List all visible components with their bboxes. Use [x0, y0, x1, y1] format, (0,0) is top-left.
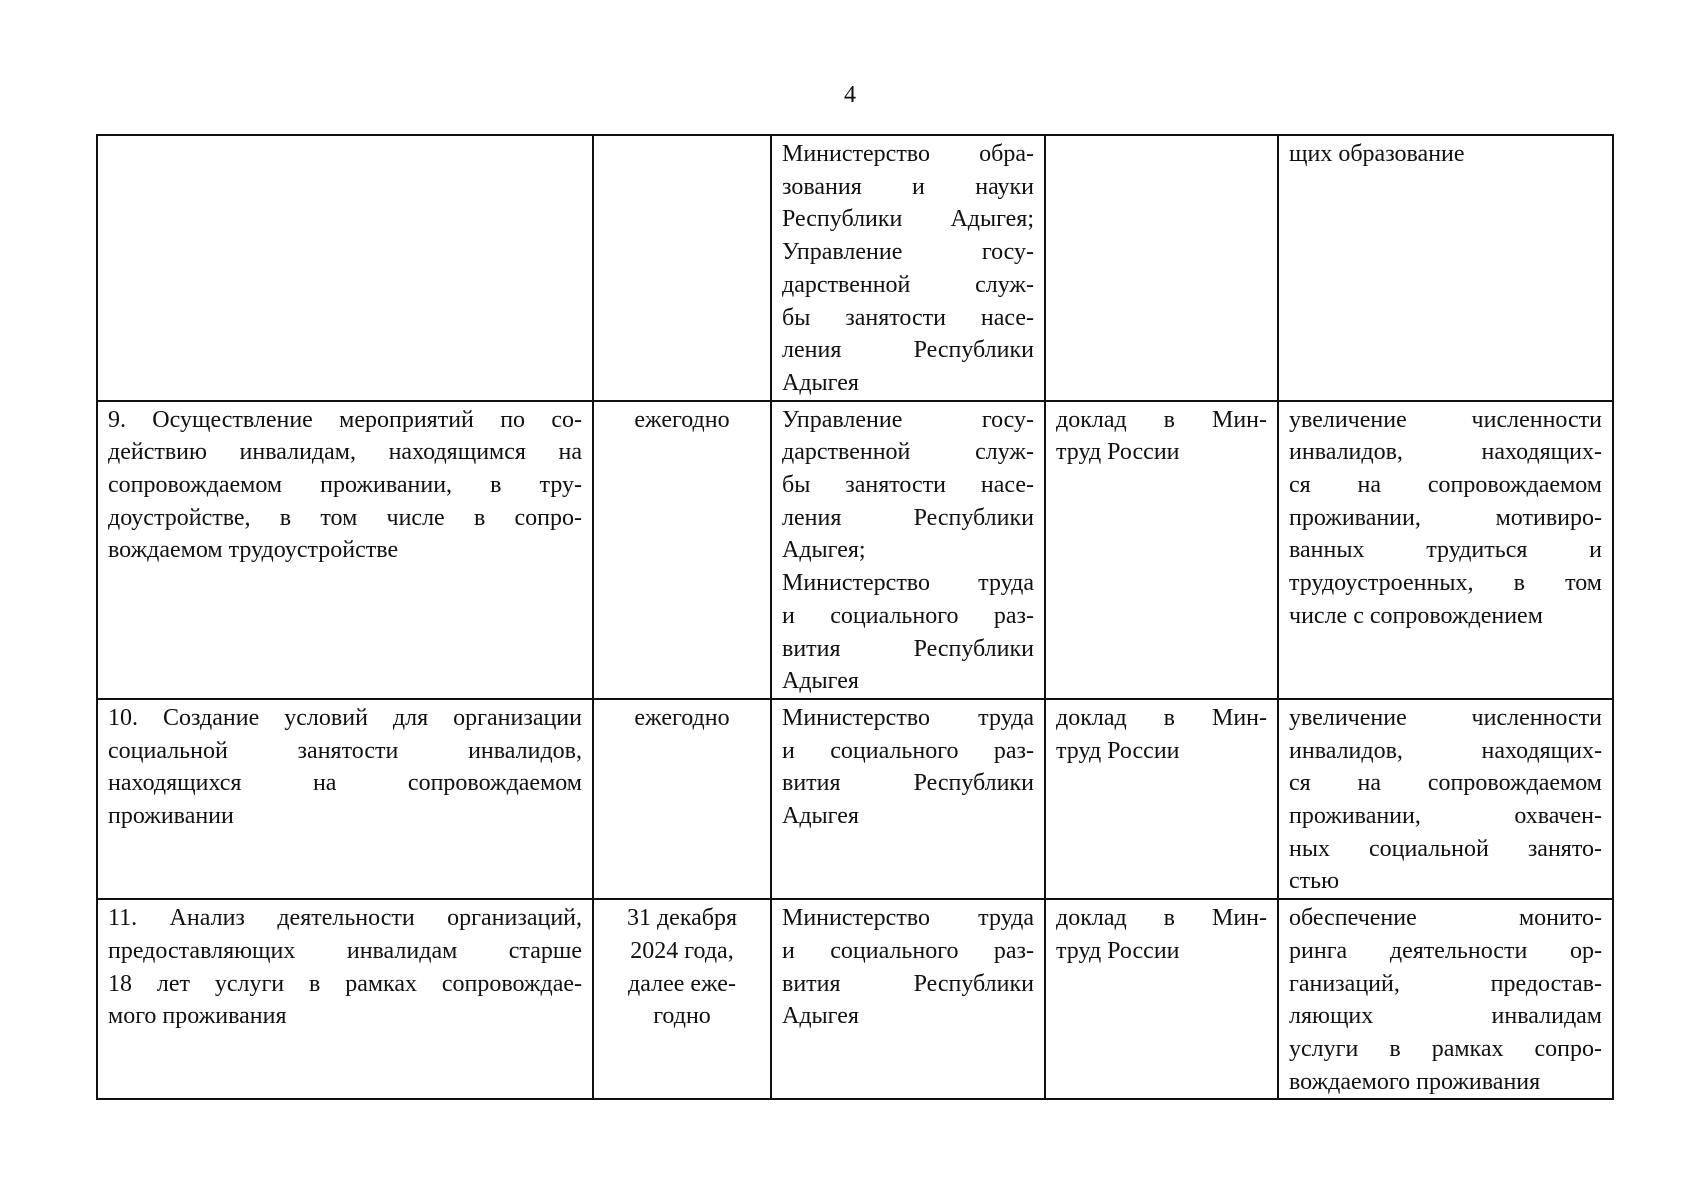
- cell-text-line: инвалидов, находящих-: [1289, 737, 1602, 764]
- cell-text-line: действию инвалидам, находящимся на: [108, 439, 582, 466]
- cell-text-line: обеспечение монито-: [1289, 905, 1602, 932]
- cell-text-line: Адыгея;: [782, 537, 866, 564]
- cell-text-line: годно: [653, 1003, 711, 1030]
- term-cell: [593, 699, 771, 899]
- cell-text-line: Управление госу-: [782, 406, 1034, 433]
- table-row: [97, 699, 1613, 899]
- cell-text-line: и социального раз-: [782, 937, 1034, 964]
- executors-cell: [771, 699, 1045, 899]
- cell-text-line: Адыгея: [782, 1003, 859, 1030]
- cell-text-line: вождаемого проживания: [1289, 1068, 1541, 1095]
- cell-text-line: труд России: [1056, 737, 1180, 764]
- cell-text-line: увеличение численности: [1289, 406, 1602, 433]
- cell-text-line: ных социальной занято-: [1289, 835, 1602, 862]
- event-cell: [97, 899, 593, 1099]
- cell-text-line: находящихся на сопровождаемом: [108, 770, 582, 797]
- event-cell: [97, 401, 593, 699]
- cell-text-line: проживании, охвачен-: [1289, 803, 1602, 830]
- cell-text-line: вития Республики: [782, 635, 1034, 662]
- cell-text-line: Министерство труда: [782, 905, 1034, 932]
- cell-text-line: Адыгея: [782, 369, 859, 396]
- cell-text-line: стью: [1289, 868, 1340, 895]
- event-cell: [97, 699, 593, 899]
- executors-cell: [771, 899, 1045, 1099]
- cell-text-line: ежегодно: [634, 704, 730, 731]
- cell-text-line: ся на сопровождаемом: [1289, 770, 1602, 797]
- cell-text-line: Адыгея: [782, 668, 859, 695]
- cell-text-line: вития Республики: [782, 970, 1034, 997]
- term-cell: [593, 135, 771, 401]
- report-cell: [1045, 699, 1278, 899]
- cell-text-line: проживании: [108, 803, 234, 830]
- cell-text-line: вития Республики: [782, 770, 1034, 797]
- cell-text-line: проживании, мотивиро-: [1289, 504, 1602, 531]
- term-cell: [593, 899, 771, 1099]
- cell-text-line: доустройстве, в том числе в сопро-: [108, 504, 582, 531]
- plan-table: [96, 134, 1614, 1100]
- cell-text-line: дарственной служ-: [782, 271, 1034, 298]
- cell-text-line: труд России: [1056, 439, 1180, 466]
- cell-text-line: ганизаций, предостав-: [1289, 970, 1602, 997]
- cell-text-line: сопровождаемом проживании, в тру-: [108, 472, 582, 499]
- cell-text-line: ринга деятельности ор-: [1289, 937, 1602, 964]
- cell-text-line: доклад в Мин-: [1056, 704, 1267, 731]
- cell-text-line: бы занятости насе-: [782, 472, 1034, 499]
- result-cell: [1278, 899, 1613, 1099]
- cell-text-line: ляющих инвалидам: [1289, 1003, 1602, 1030]
- cell-text-line: Министерство труда: [782, 570, 1034, 597]
- cell-text-line: 31 декабря: [626, 905, 738, 932]
- cell-text-line: инвалидов, находящих-: [1289, 439, 1602, 466]
- cell-text-line: 18 лет услуги в рамках сопровождае-: [108, 970, 582, 997]
- cell-text-line: Адыгея: [782, 803, 859, 830]
- page-number: 4: [844, 82, 856, 108]
- table-row: [97, 899, 1613, 1099]
- table-row: [97, 401, 1613, 699]
- result-cell: [1278, 135, 1613, 401]
- cell-text-line: ления Республики: [782, 504, 1034, 531]
- cell-text-line: трудоустроенных, в том: [1289, 570, 1602, 597]
- result-cell: [1278, 401, 1613, 699]
- cell-text-line: щих образование: [1289, 141, 1465, 167]
- cell-text-line: ся на сопровождаемом: [1289, 472, 1602, 499]
- cell-text-line: Республики Адыгея;: [782, 206, 1034, 233]
- cell-text-line: ления Республики: [782, 337, 1034, 364]
- cell-text-line: 10. Создание условий для организации: [108, 704, 582, 731]
- executors-cell: [771, 401, 1045, 699]
- cell-text-line: мого проживания: [108, 1003, 287, 1030]
- cell-text-line: дарственной служ-: [782, 439, 1034, 466]
- cell-text-line: 11. Анализ деятельности организаций,: [108, 905, 582, 932]
- cell-text-line: и социального раз-: [782, 737, 1034, 764]
- cell-text-line: вождаемом трудоустройстве: [108, 537, 399, 564]
- cell-text-line: ежегодно: [634, 406, 730, 433]
- cell-text-line: Управление госу-: [782, 239, 1034, 266]
- cell-text-line: числе с сопровождением: [1289, 602, 1543, 629]
- cell-text-line: далее еже-: [628, 970, 736, 997]
- cell-text-line: увеличение численности: [1289, 704, 1602, 731]
- cell-text-line: социальной занятости инвалидов,: [108, 737, 582, 764]
- cell-text-line: доклад в Мин-: [1056, 406, 1267, 433]
- cell-text-line: и социального раз-: [782, 602, 1034, 629]
- result-cell: [1278, 699, 1613, 899]
- cell-text-line: Министерство обра-: [782, 141, 1034, 167]
- cell-text-line: доклад в Мин-: [1056, 905, 1267, 932]
- executors-cell: [771, 135, 1045, 401]
- cell-text-line: труд России: [1056, 937, 1180, 964]
- table-row: [97, 135, 1613, 401]
- event-cell: [97, 135, 593, 401]
- cell-text-line: 9. Осуществление мероприятий по со-: [108, 406, 582, 433]
- cell-text-line: Министерство труда: [782, 704, 1034, 731]
- cell-text-line: бы занятости насе-: [782, 304, 1034, 331]
- cell-text-line: услуги в рамках сопро-: [1289, 1035, 1602, 1062]
- report-cell: [1045, 135, 1278, 401]
- report-cell: [1045, 899, 1278, 1099]
- term-cell: [593, 401, 771, 699]
- cell-text-line: ванных трудиться и: [1289, 537, 1602, 564]
- cell-text-line: зования и науки: [782, 173, 1034, 200]
- report-cell: [1045, 401, 1278, 699]
- cell-text-line: 2024 года,: [630, 937, 734, 964]
- cell-text-line: предоставляющих инвалидам старше: [108, 937, 582, 964]
